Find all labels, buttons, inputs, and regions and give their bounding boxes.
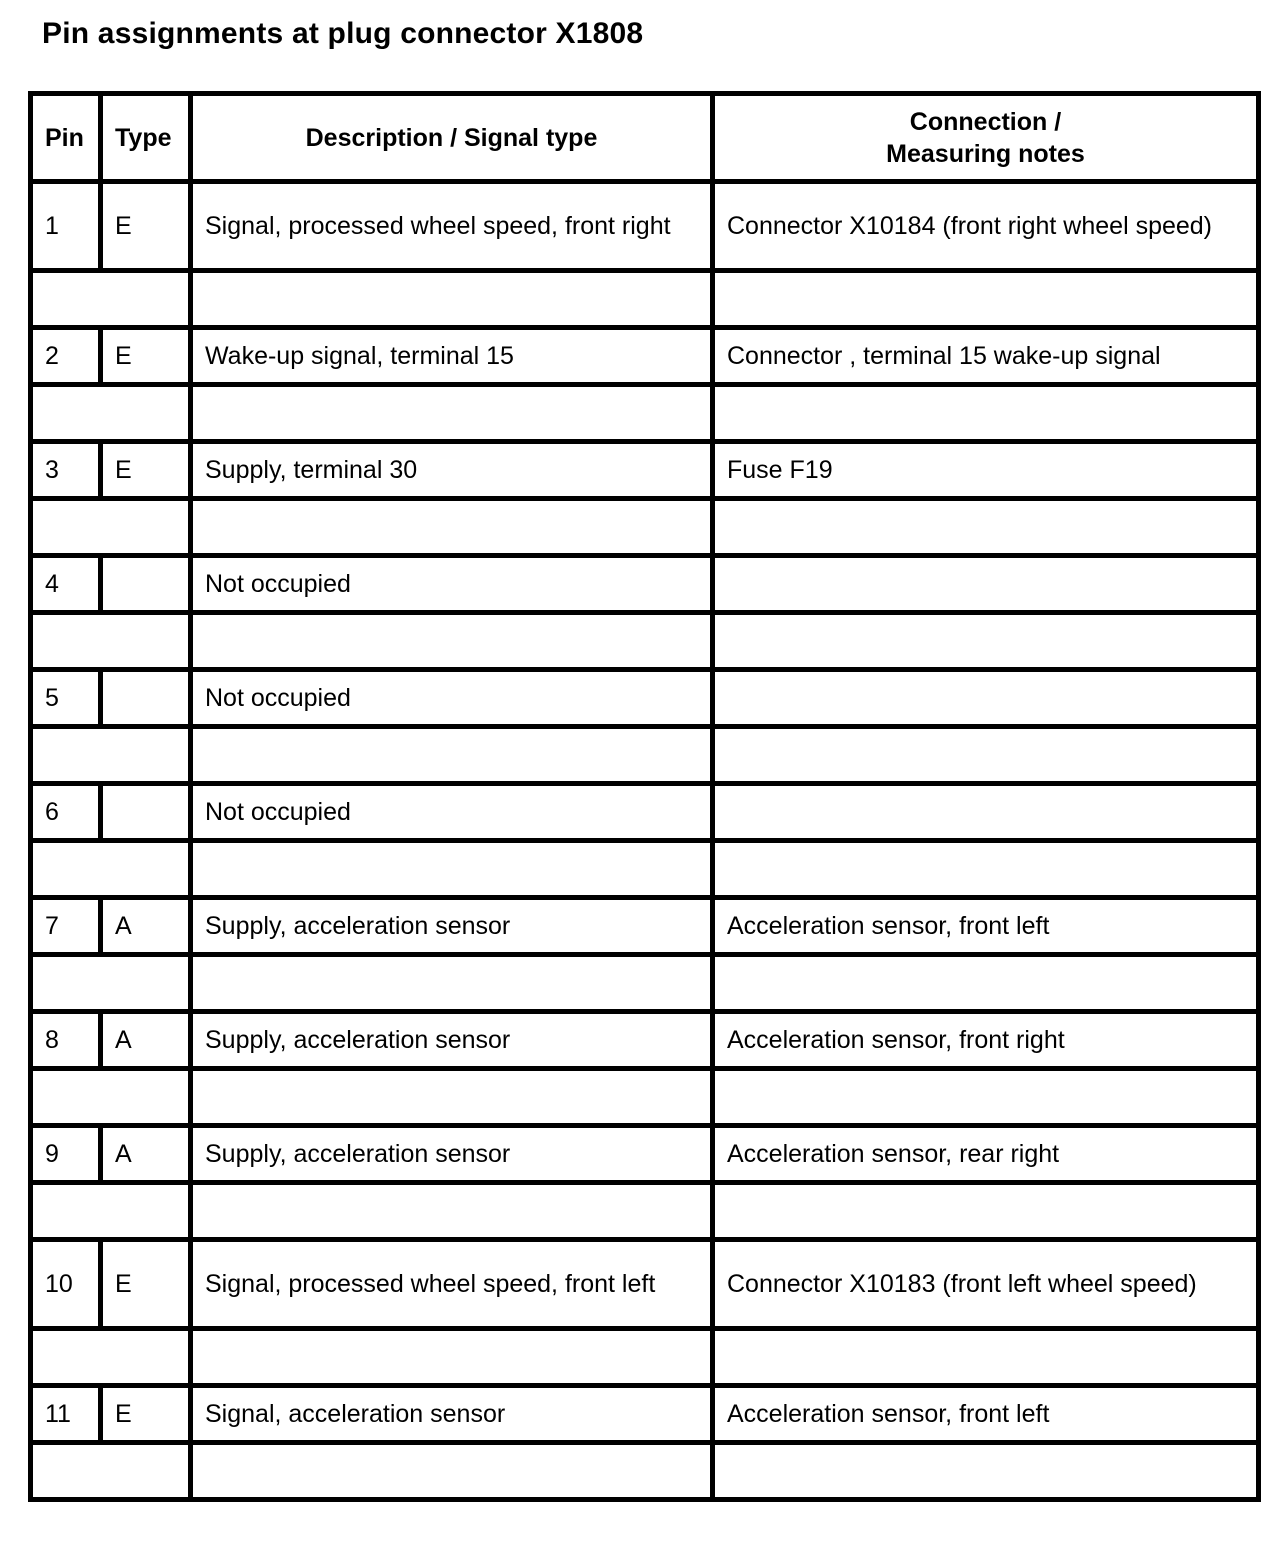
table-row: [31, 670, 1259, 727]
spacer-cell-pin-type: [31, 955, 191, 1012]
header-type: Type: [101, 94, 191, 182]
spacer-cell-connection: [713, 499, 1259, 556]
spacer-cell-connection: [713, 1183, 1259, 1240]
spacer-cell-pin-type: [31, 271, 191, 328]
cell-type: [101, 784, 191, 841]
header-connection: [713, 94, 1259, 182]
spacer-row: [31, 727, 1259, 784]
cell-description: Supply, terminal 30: [191, 442, 713, 499]
table-row: [31, 1386, 1259, 1443]
header-pin: Pin: [31, 94, 101, 182]
cell-type: [101, 556, 191, 613]
cell-description: Signal, acceleration sensor: [191, 1386, 713, 1443]
cell-description: Signal, processed wheel speed, front right: [191, 182, 713, 271]
cell-connection: [713, 556, 1259, 613]
spacer-row: [31, 1443, 1259, 1500]
spacer-row: [31, 271, 1259, 328]
spacer-cell-connection: [713, 841, 1259, 898]
cell-description: Not occupied: [191, 784, 713, 841]
spacer-cell-description: [191, 385, 713, 442]
cell-pin: 7: [31, 898, 101, 955]
spacer-cell-pin-type: [31, 1329, 191, 1386]
cell-pin: 5: [31, 670, 101, 727]
cell-pin: 1: [31, 182, 101, 271]
table-body: [31, 182, 1259, 1500]
spacer-row: [31, 1183, 1259, 1240]
cell-description: Not occupied: [191, 556, 713, 613]
table-row: [31, 1126, 1259, 1183]
spacer-row: [31, 955, 1259, 1012]
cell-type: E: [101, 328, 191, 385]
spacer-cell-description: [191, 1443, 713, 1500]
cell-type: E: [101, 1386, 191, 1443]
pin-assignment-table: [28, 91, 1261, 1502]
spacer-cell-connection: [713, 271, 1259, 328]
spacer-cell-pin-type: [31, 727, 191, 784]
spacer-cell-description: [191, 1069, 713, 1126]
cell-pin: 2: [31, 328, 101, 385]
spacer-cell-pin-type: [31, 1069, 191, 1126]
header-description: Description / Signal type: [191, 94, 713, 182]
table-row: [31, 556, 1259, 613]
table-row: [31, 1012, 1259, 1069]
header-connection-line1: Connection /: [909, 107, 1062, 136]
table-row: [31, 784, 1259, 841]
table-row: [31, 182, 1259, 271]
spacer-cell-description: [191, 1329, 713, 1386]
cell-description: Supply, acceleration sensor: [191, 1012, 713, 1069]
spacer-cell-description: [191, 955, 713, 1012]
header-connection-line2: Measuring notes: [886, 139, 1085, 168]
spacer-row: [31, 841, 1259, 898]
cell-connection: [713, 784, 1259, 841]
document-title: Pin assignments at plug connector X1808: [42, 17, 644, 50]
cell-connection: Connector X10183 (front left wheel speed): [713, 1240, 1259, 1329]
cell-connection: Acceleration sensor, rear right: [713, 1126, 1259, 1183]
cell-pin: 9: [31, 1126, 101, 1183]
spacer-row: [31, 1329, 1259, 1386]
cell-type: E: [101, 182, 191, 271]
spacer-cell-connection: [713, 727, 1259, 784]
cell-description: Not occupied: [191, 670, 713, 727]
cell-connection: Connector X10184 (front right wheel speed): [713, 182, 1259, 271]
cell-pin: 8: [31, 1012, 101, 1069]
cell-connection: Acceleration sensor, front left: [713, 1386, 1259, 1443]
spacer-cell-connection: [713, 955, 1259, 1012]
spacer-cell-connection: [713, 1443, 1259, 1500]
cell-connection: Fuse F19: [713, 442, 1259, 499]
cell-pin: 6: [31, 784, 101, 841]
spacer-cell-connection: [713, 1329, 1259, 1386]
spacer-cell-description: [191, 841, 713, 898]
cell-description: Signal, processed wheel speed, front left: [191, 1240, 713, 1329]
cell-pin: 3: [31, 442, 101, 499]
spacer-cell-pin-type: [31, 613, 191, 670]
cell-description: Supply, acceleration sensor: [191, 898, 713, 955]
spacer-row: [31, 385, 1259, 442]
cell-type: A: [101, 1012, 191, 1069]
cell-description: Wake-up signal, terminal 15: [191, 328, 713, 385]
spacer-cell-description: [191, 613, 713, 670]
spacer-cell-description: [191, 271, 713, 328]
table-header-row: [31, 94, 1259, 182]
cell-type: E: [101, 1240, 191, 1329]
table-row: [31, 442, 1259, 499]
spacer-cell-connection: [713, 385, 1259, 442]
table-row: [31, 1240, 1259, 1329]
spacer-cell-connection: [713, 613, 1259, 670]
spacer-cell-pin-type: [31, 1443, 191, 1500]
spacer-row: [31, 1069, 1259, 1126]
spacer-cell-pin-type: [31, 841, 191, 898]
spacer-cell-description: [191, 499, 713, 556]
spacer-cell-pin-type: [31, 385, 191, 442]
cell-connection: Acceleration sensor, front left: [713, 898, 1259, 955]
table-row: [31, 898, 1259, 955]
spacer-cell-description: [191, 727, 713, 784]
spacer-cell-connection: [713, 1069, 1259, 1126]
spacer-cell-pin-type: [31, 499, 191, 556]
cell-connection: Connector , terminal 15 wake-up signal: [713, 328, 1259, 385]
cell-type: E: [101, 442, 191, 499]
cell-pin: 11: [31, 1386, 101, 1443]
table-row: [31, 328, 1259, 385]
cell-connection: [713, 670, 1259, 727]
cell-type: A: [101, 1126, 191, 1183]
cell-description: Supply, acceleration sensor: [191, 1126, 713, 1183]
cell-pin: 4: [31, 556, 101, 613]
spacer-cell-pin-type: [31, 1183, 191, 1240]
spacer-row: [31, 499, 1259, 556]
cell-type: A: [101, 898, 191, 955]
cell-pin: 10: [31, 1240, 101, 1329]
spacer-row: [31, 613, 1259, 670]
cell-type: [101, 670, 191, 727]
cell-connection: Acceleration sensor, front right: [713, 1012, 1259, 1069]
spacer-cell-description: [191, 1183, 713, 1240]
